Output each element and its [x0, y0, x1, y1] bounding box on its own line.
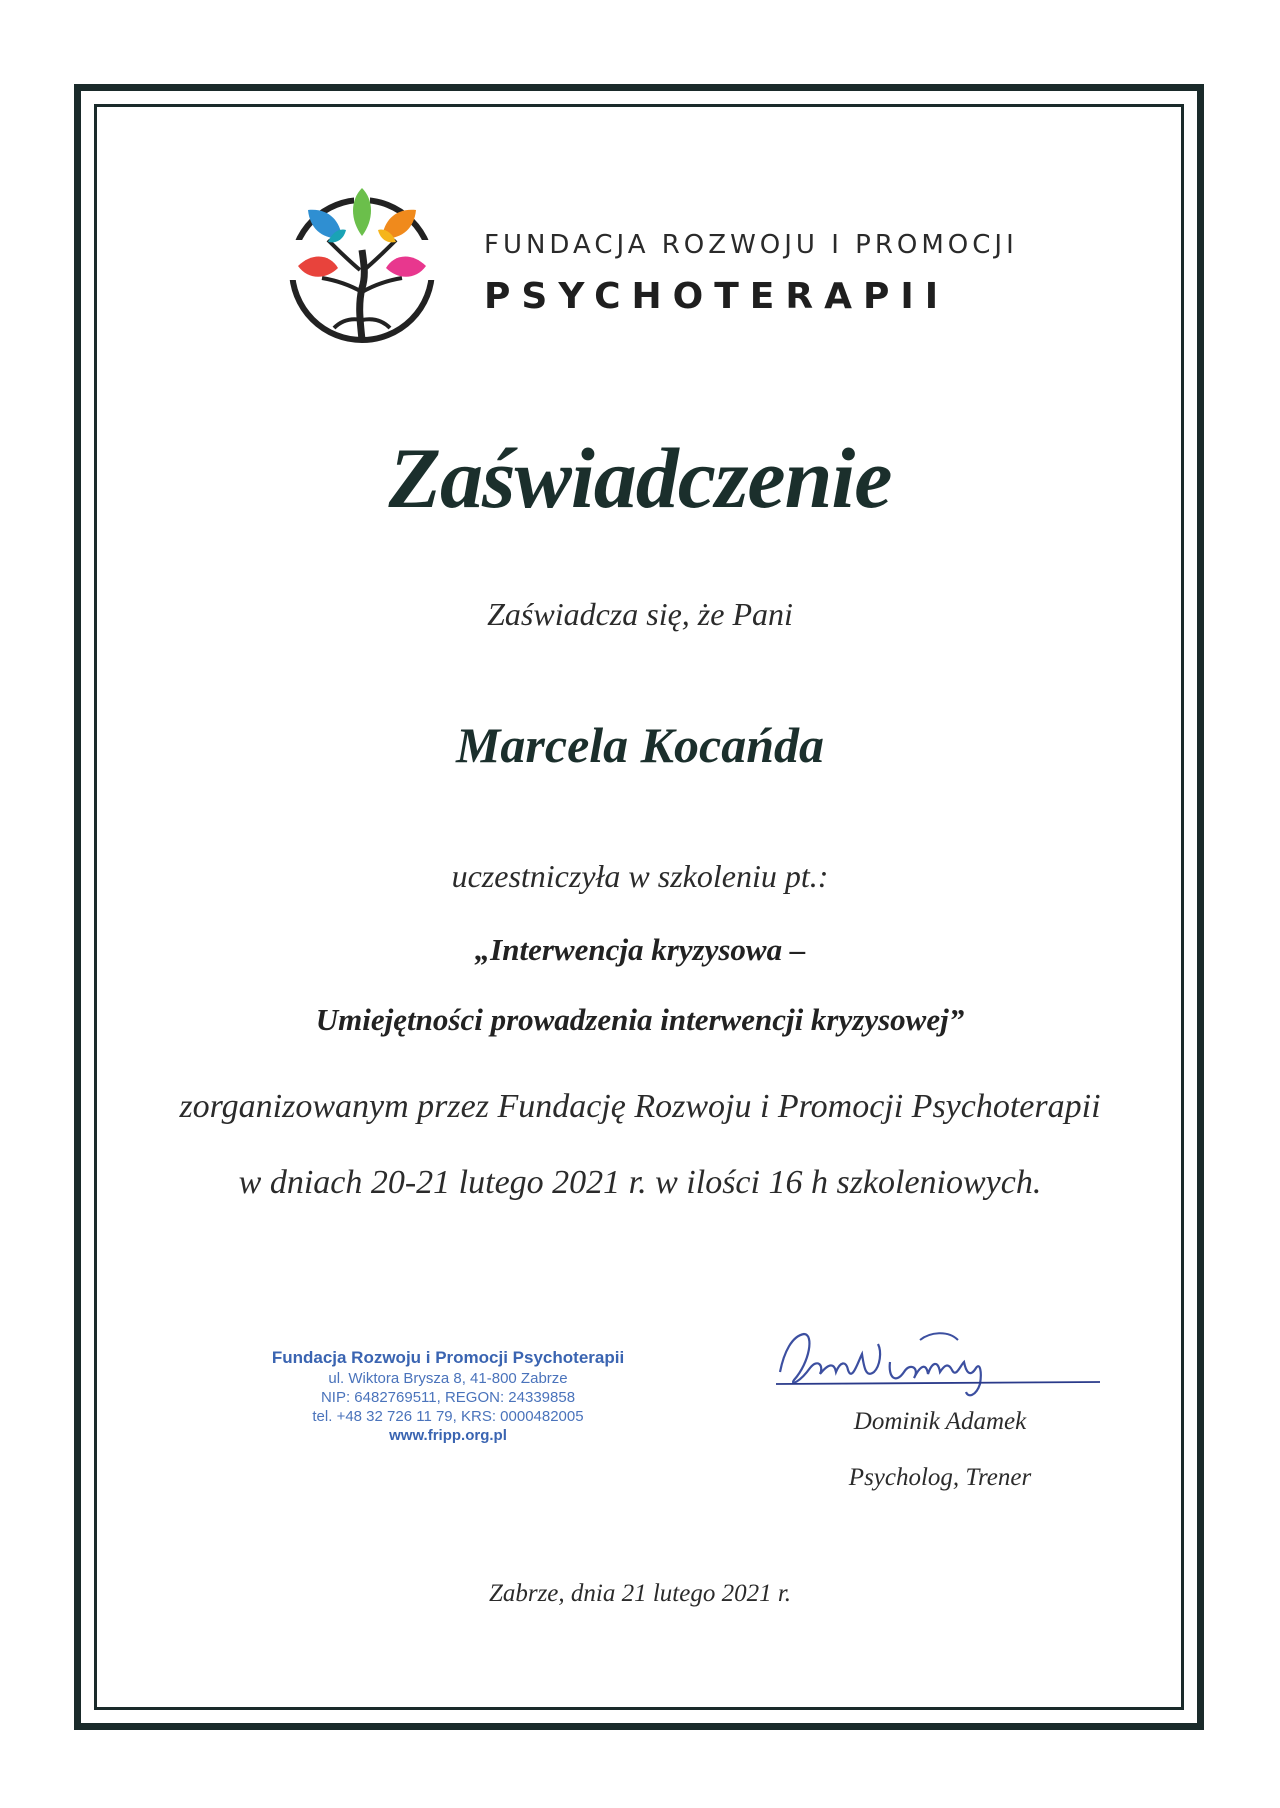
handwritten-signature	[770, 1322, 1110, 1402]
signatory-name: Dominik Adamek	[853, 1408, 1027, 1435]
course-title-line1: „Interwencja kryzysowa –	[474, 932, 806, 967]
certificate-title: Zaświadczenie	[388, 430, 892, 526]
stamp-website: www.fripp.org.pl	[389, 1427, 507, 1444]
certificate-intro: Zaświadcza się, że Pani	[487, 596, 793, 632]
organization-name-line1: FUNDACJA ROZWOJU I PROMOCJI	[484, 230, 1018, 260]
signatory-role: Psycholog, Trener	[848, 1464, 1032, 1491]
organization-stamp	[258, 1347, 638, 1445]
training-dates: w dniach 20-21 lutego 2021 r. w ilości 16 h szkoleniowych.	[238, 1164, 1042, 1201]
stamp-ids: NIP: 6482769511, REGON: 24339858	[320, 1389, 576, 1406]
organizer-text: zorganizowanym przez Fundację Rozwoju i Promocji Psychoterapii	[179, 1088, 1101, 1125]
stamp-contact: tel. +48 32 726 11 79, KRS: 0000482005	[312, 1408, 584, 1425]
stamp-address: ul. Wiktora Brysza 8, 41-800 Zabrze	[328, 1370, 568, 1387]
recipient-name: Marcela Kocańda	[455, 717, 825, 773]
stamp-title: Fundacja Rozwoju i Promocji Psychoterapii	[271, 1348, 625, 1367]
course-title-line2: Umiejętności prowadzenia interwencji kryzysowej”	[315, 1002, 965, 1037]
participation-text: uczestniczyła w szkoleniu pt.:	[451, 858, 829, 894]
organization-name-line2: PSYCHOTERAPII	[484, 276, 950, 317]
foundation-tree-logo	[282, 180, 442, 348]
place-and-date: Zabrze, dnia 21 lutego 2021 r.	[488, 1580, 792, 1607]
